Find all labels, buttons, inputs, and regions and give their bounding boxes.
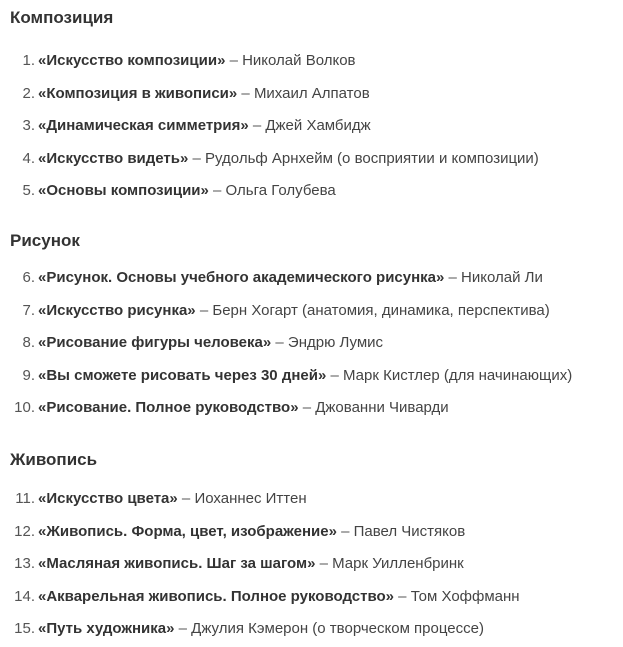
section-composition (10, 5, 623, 208)
book-title: «Основы композиции» (38, 182, 209, 200)
list-item (10, 78, 623, 111)
item-number: 11. (15, 489, 35, 507)
list-item (10, 327, 623, 360)
dash-separator: – (444, 268, 462, 286)
item-number: 15. (14, 620, 35, 638)
section-heading: Живопись (10, 449, 98, 469)
section-painting (10, 447, 623, 646)
book-author: Эндрю Лумис (287, 334, 384, 352)
list-item (10, 143, 623, 176)
dash-separator: – (336, 522, 354, 540)
book-author: Рудольф Арнхейм (о восприятии и композиции) (205, 149, 539, 167)
item-number: 6. (22, 268, 35, 286)
book-title: «Динамическая симметрия» (38, 117, 249, 135)
book-title: «Акварельная живопись. Полное руководство» (38, 587, 394, 605)
item-number: 2. (22, 84, 35, 102)
book-list (10, 483, 623, 646)
book-title: «Композиция в живописи» (38, 84, 238, 102)
book-list (10, 45, 623, 208)
book-title: «Рисование. Полное руководство» (38, 399, 299, 417)
list-item (10, 516, 623, 549)
dash-separator: – (208, 182, 226, 200)
list-item (10, 613, 623, 646)
item-number: 4. (22, 149, 35, 167)
item-number: 5. (22, 182, 35, 200)
item-number: 14. (14, 587, 35, 605)
list-item (10, 360, 623, 393)
book-title: «Живопись. Форма, цвет, изображение» (38, 522, 337, 540)
book-list (10, 262, 623, 425)
list-item (10, 45, 623, 78)
book-author: Марк Уилленбринк (332, 555, 464, 573)
book-author: Иоханнес Иттен (194, 489, 307, 507)
dash-separator: – (271, 334, 288, 352)
book-author: Том Хоффманн (410, 587, 520, 605)
list-item (10, 175, 623, 208)
book-title: «Путь художника» (38, 620, 175, 638)
list-item (10, 262, 623, 295)
dash-separator: – (188, 149, 206, 167)
list-item (10, 110, 623, 143)
list-item (10, 581, 623, 614)
list-item (10, 295, 623, 328)
book-author: Джулия Кэмерон (о творческом процессе) (191, 620, 484, 638)
dash-separator: – (326, 366, 343, 384)
book-title: «Вы сможете рисовать через 30 дней» (38, 366, 327, 384)
item-number: 9. (22, 366, 35, 384)
item-number: 7. (22, 301, 35, 319)
item-number: 13. (14, 555, 35, 573)
book-author: Николай Ли (461, 268, 543, 286)
book-title: «Рисование фигуры человека» (38, 334, 272, 352)
item-number: 12. (14, 522, 35, 540)
book-author: Марк Кистлер (для начинающих) (343, 366, 573, 384)
book-title: «Искусство цвета» (38, 489, 178, 507)
dash-separator: – (174, 620, 192, 638)
book-title: «Искусство рисунка» (38, 301, 196, 319)
list-item (10, 392, 623, 425)
dash-separator: – (394, 587, 411, 605)
item-number: 8. (22, 334, 35, 352)
book-title: «Рисунок. Основы учебного академического рисунка» (38, 268, 445, 286)
list-item (10, 483, 623, 516)
section-heading: Композиция (10, 8, 114, 27)
book-author: Джованни Чиварди (315, 399, 449, 417)
dash-separator: – (225, 52, 243, 69)
book-title: «Искусство композиции» (38, 52, 226, 69)
item-number: 1. (22, 52, 35, 69)
book-title: «Масляная живопись. Шаг за шагом» (38, 555, 316, 573)
dash-separator: – (237, 84, 254, 102)
dash-separator: – (298, 399, 316, 417)
dash-separator: – (315, 555, 333, 573)
item-number: 3. (22, 117, 35, 135)
book-author: Михаил Алпатов (253, 84, 370, 102)
dash-separator: – (248, 117, 266, 135)
section-heading: Рисунок (10, 230, 80, 250)
book-author: Джей Хамбидж (265, 117, 371, 135)
book-author: Павел Чистяков (353, 522, 466, 540)
section-drawing (10, 228, 623, 425)
book-title: «Искусство видеть» (38, 149, 189, 167)
book-author: Ольга Голубева (225, 182, 336, 200)
book-author: Николай Волков (242, 52, 356, 69)
item-number: 10. (14, 399, 35, 417)
dash-separator: – (177, 489, 195, 507)
dash-separator: – (195, 301, 213, 319)
list-item (10, 548, 623, 581)
book-author: Берн Хогарт (анатомия, динамика, перспектива) (212, 301, 550, 319)
